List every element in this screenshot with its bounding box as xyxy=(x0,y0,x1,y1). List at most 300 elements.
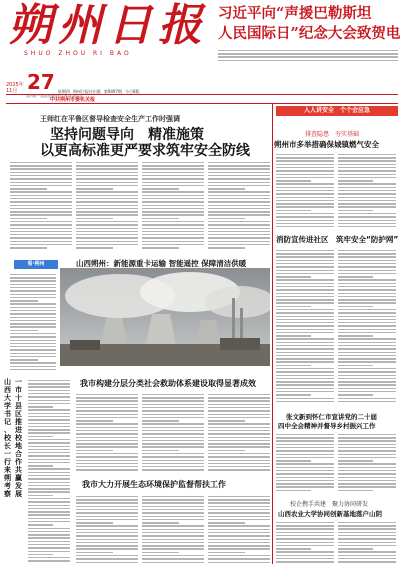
text-line xyxy=(276,368,334,369)
text-line xyxy=(142,499,204,500)
text-line xyxy=(338,203,396,204)
text-line xyxy=(10,320,56,321)
right-body-4a xyxy=(276,520,334,566)
text-line xyxy=(338,388,396,389)
text-line xyxy=(10,326,56,327)
text-line xyxy=(142,234,204,235)
text-line xyxy=(276,522,334,523)
text-line xyxy=(28,452,70,453)
text-line xyxy=(142,453,204,454)
text-line xyxy=(338,555,396,556)
left-bottom-body xyxy=(28,378,70,564)
text-line xyxy=(338,250,396,251)
text-line xyxy=(276,454,334,455)
text-line xyxy=(338,345,396,346)
text-line xyxy=(142,446,204,447)
text-line xyxy=(276,164,334,165)
text-line xyxy=(208,224,270,225)
text-line xyxy=(338,276,373,277)
text-line xyxy=(142,404,204,405)
text-line xyxy=(276,483,334,484)
photo-caption-text xyxy=(10,272,56,372)
text-line xyxy=(276,293,334,294)
text-line xyxy=(338,371,396,372)
text-line xyxy=(76,404,138,405)
text-line xyxy=(208,182,270,183)
text-line xyxy=(10,317,56,318)
text-line xyxy=(208,198,270,199)
text-line xyxy=(208,446,270,447)
text-line xyxy=(338,167,396,168)
text-line xyxy=(208,555,270,556)
text-line xyxy=(10,172,72,173)
text-line xyxy=(76,562,138,563)
text-line xyxy=(76,394,138,395)
text-line xyxy=(76,420,113,421)
text-line xyxy=(276,470,334,471)
text-line xyxy=(28,409,70,410)
text-line xyxy=(338,187,396,188)
text-line xyxy=(28,429,70,430)
text-line xyxy=(142,512,204,513)
text-line xyxy=(76,182,138,183)
text-line xyxy=(142,205,204,206)
text-line xyxy=(28,386,70,387)
text-line xyxy=(338,279,396,280)
text-line xyxy=(10,362,56,363)
right-headline-1[interactable]: 朔州市多举措确保城镇燃气安全 xyxy=(274,140,379,149)
text-line xyxy=(10,237,72,238)
text-line xyxy=(142,168,204,169)
text-line xyxy=(28,514,70,515)
text-line xyxy=(208,499,270,500)
text-line xyxy=(276,542,334,543)
text-line xyxy=(76,512,138,513)
text-line xyxy=(208,423,270,424)
text-line xyxy=(142,506,204,507)
text-line xyxy=(276,463,334,464)
text-line xyxy=(142,456,204,457)
text-line xyxy=(276,398,334,399)
text-line xyxy=(208,417,270,418)
text-line xyxy=(338,220,396,221)
text-line xyxy=(276,167,334,168)
text-line xyxy=(142,522,179,523)
text-line xyxy=(142,214,204,215)
text-line xyxy=(338,312,396,313)
text-line xyxy=(10,284,56,285)
text-line xyxy=(208,427,270,428)
header-headline-line2: 人民国际日”纪念大会致贺电 xyxy=(218,25,401,42)
text-line xyxy=(28,403,70,404)
text-line xyxy=(338,190,396,191)
middle-headline-1[interactable]: 我市构建分层分类社会救助体系建设取得显著成效 xyxy=(80,379,256,388)
text-line xyxy=(142,201,204,202)
text-line xyxy=(338,332,396,333)
text-line xyxy=(338,293,396,294)
text-line xyxy=(28,551,70,552)
text-line xyxy=(28,449,70,450)
text-line xyxy=(28,511,70,512)
text-line xyxy=(338,180,373,181)
text-line xyxy=(338,398,396,399)
text-line xyxy=(208,525,270,526)
text-line xyxy=(76,218,113,219)
text-line xyxy=(28,472,70,473)
text-line xyxy=(208,502,270,503)
text-line xyxy=(142,221,204,222)
text-line xyxy=(276,561,334,562)
text-line xyxy=(338,532,396,533)
text-line xyxy=(28,446,70,447)
right-headline-3b[interactable]: 四中全会精神并督导乡村振兴工作 xyxy=(278,422,376,430)
text-line xyxy=(76,414,138,415)
text-line xyxy=(276,450,334,451)
text-line xyxy=(76,437,138,438)
text-line xyxy=(338,338,396,339)
text-line xyxy=(76,427,138,428)
text-line xyxy=(208,529,270,530)
text-line xyxy=(338,561,396,562)
text-line xyxy=(10,359,38,360)
text-line xyxy=(142,545,204,546)
text-line xyxy=(76,407,138,408)
text-line xyxy=(10,201,72,202)
text-line xyxy=(208,201,270,202)
right-headline-2[interactable]: 消防宣传进社区 筑牢安全“防护网” xyxy=(276,235,399,244)
text-line xyxy=(208,440,270,441)
text-line xyxy=(76,191,138,192)
text-line xyxy=(76,423,138,424)
text-line xyxy=(10,195,72,196)
text-line xyxy=(142,208,204,209)
text-line xyxy=(208,506,270,507)
text-line xyxy=(338,193,396,194)
text-line xyxy=(76,224,138,225)
text-line xyxy=(142,231,204,232)
text-line xyxy=(10,191,72,192)
text-line xyxy=(276,361,334,362)
text-line xyxy=(76,509,138,510)
text-line xyxy=(276,329,334,330)
text-line xyxy=(276,319,334,320)
text-line xyxy=(10,343,56,344)
text-line xyxy=(208,414,270,415)
text-line xyxy=(76,443,138,444)
text-line xyxy=(28,423,70,424)
text-line xyxy=(76,532,138,533)
text-line xyxy=(208,191,270,192)
text-line xyxy=(338,283,396,284)
middle-headline-2[interactable]: 我市大力开展生态环境保护监督帮扶工作 xyxy=(82,480,226,489)
text-line xyxy=(208,453,270,454)
text-line xyxy=(142,443,204,444)
text-line xyxy=(76,208,138,209)
text-line xyxy=(28,521,70,522)
text-line xyxy=(10,297,56,298)
text-line xyxy=(76,456,138,457)
text-line xyxy=(28,491,70,492)
text-line xyxy=(142,502,204,503)
text-line xyxy=(142,407,204,408)
text-line xyxy=(208,437,270,438)
text-line xyxy=(28,531,70,532)
text-line xyxy=(76,400,138,401)
text-line xyxy=(28,383,70,384)
text-line xyxy=(338,348,396,349)
text-line xyxy=(338,368,396,369)
text-line xyxy=(276,226,334,227)
column-divider xyxy=(272,104,273,564)
text-line xyxy=(28,485,70,486)
text-line xyxy=(10,247,47,248)
text-line xyxy=(338,183,396,184)
text-line xyxy=(142,400,204,401)
text-line xyxy=(276,365,311,366)
text-line xyxy=(338,490,373,491)
text-line xyxy=(276,490,311,491)
text-line xyxy=(338,154,396,155)
text-line xyxy=(338,470,396,471)
right-headline-4[interactable]: 山西农业大学协同创新基地落户山阴 xyxy=(278,510,382,518)
text-line xyxy=(338,538,396,539)
photo-headline[interactable]: 山西朔州：新能源重卡运输 智能遥控 保障清洁供暖 xyxy=(76,259,247,268)
text-line xyxy=(142,188,179,189)
text-line xyxy=(208,463,270,464)
text-line xyxy=(10,330,38,331)
text-line xyxy=(76,539,138,540)
lead-headline-1[interactable]: 坚持问题导向 精准施策 xyxy=(50,127,204,143)
text-line xyxy=(276,391,334,392)
text-line xyxy=(276,342,334,343)
text-line xyxy=(10,310,56,311)
text-line xyxy=(276,352,334,353)
text-line xyxy=(338,352,396,353)
party-bar xyxy=(6,94,398,104)
text-line xyxy=(142,165,204,166)
middle-body-2a xyxy=(76,494,138,564)
text-line xyxy=(10,198,72,199)
text-line xyxy=(76,555,138,556)
text-line xyxy=(76,519,138,520)
header-lead-text xyxy=(218,48,398,64)
text-line xyxy=(338,440,396,441)
text-line xyxy=(338,394,373,395)
text-line xyxy=(208,397,270,398)
right-body-3a xyxy=(276,432,334,492)
text-line xyxy=(142,182,204,183)
text-line xyxy=(28,557,70,558)
text-line xyxy=(76,162,138,163)
text-line xyxy=(208,545,270,546)
text-line xyxy=(10,336,56,337)
text-line xyxy=(276,266,334,267)
right-body-2b xyxy=(338,248,396,404)
text-line xyxy=(276,401,334,402)
text-line xyxy=(10,356,56,357)
text-line xyxy=(10,277,56,278)
vertical-headline-1[interactable]: 山 西 大 学 书 记 、 校 长 一 行 来 朔 考 察 xyxy=(4,378,11,498)
text-line xyxy=(338,551,396,552)
masthead-pinyin: SHUO ZHOU RI BAO xyxy=(24,50,132,57)
text-line xyxy=(338,174,396,175)
text-line xyxy=(208,241,270,242)
text-line xyxy=(142,191,204,192)
text-line xyxy=(28,432,70,433)
text-line xyxy=(76,231,138,232)
text-line xyxy=(208,400,270,401)
issue-cn: 国内统一连续出版物号 CN14-0013 xyxy=(26,94,82,98)
text-line xyxy=(142,162,204,163)
right-column-banner: 人人讲安全 个个会应急 xyxy=(276,106,398,116)
text-line xyxy=(76,453,138,454)
issue-year-month: 2025年 11月 xyxy=(6,82,24,94)
text-line xyxy=(338,296,396,297)
text-line xyxy=(276,270,334,271)
text-line xyxy=(276,322,334,323)
text-line xyxy=(276,545,334,546)
text-line xyxy=(276,216,334,217)
middle-body-2b xyxy=(142,494,204,564)
text-line xyxy=(338,200,396,201)
text-line xyxy=(338,309,396,310)
text-line xyxy=(76,433,138,434)
text-line xyxy=(276,528,334,529)
text-line xyxy=(208,165,270,166)
text-line xyxy=(76,247,113,248)
text-line xyxy=(338,361,396,362)
text-line xyxy=(276,394,311,395)
text-line xyxy=(276,384,334,385)
text-line xyxy=(142,525,204,526)
text-line xyxy=(276,174,334,175)
text-line xyxy=(142,529,204,530)
text-line xyxy=(76,529,138,530)
text-line xyxy=(276,348,334,349)
text-line xyxy=(10,165,72,166)
text-line xyxy=(28,498,70,499)
text-line xyxy=(276,260,334,261)
text-line xyxy=(10,244,72,245)
text-line xyxy=(208,420,245,421)
text-line xyxy=(10,369,56,370)
text-line xyxy=(208,244,270,245)
header-headline[interactable] xyxy=(218,4,401,44)
text-line xyxy=(142,427,204,428)
text-line xyxy=(10,168,72,169)
right-body-2a xyxy=(276,248,334,404)
text-line xyxy=(276,558,334,559)
text-line xyxy=(338,477,396,478)
text-line xyxy=(276,388,334,389)
vertical-headline-2[interactable]: 一 市 十 县 区 推 进 校 地 合 作 共 赢 发 展 xyxy=(15,378,22,498)
text-line xyxy=(142,440,204,441)
text-line xyxy=(338,273,396,274)
text-line xyxy=(28,390,70,391)
text-line xyxy=(208,562,270,563)
text-line xyxy=(76,502,138,503)
text-line xyxy=(142,437,204,438)
text-line xyxy=(208,466,270,467)
text-line xyxy=(208,443,270,444)
text-line xyxy=(10,185,72,186)
text-line xyxy=(76,552,113,553)
text-line xyxy=(338,253,396,254)
text-line xyxy=(28,475,70,476)
text-line xyxy=(208,509,270,510)
text-line xyxy=(142,509,204,510)
text-line xyxy=(338,450,396,451)
text-line xyxy=(208,407,270,408)
text-line xyxy=(338,170,396,171)
lead-headline-2[interactable]: 以更高标准更严要求筑牢安全防线 xyxy=(40,143,250,159)
power-plant-photo[interactable] xyxy=(60,268,270,366)
right-body-1b xyxy=(338,152,396,228)
text-line xyxy=(142,175,204,176)
text-line xyxy=(76,516,138,517)
right-body-1a xyxy=(276,152,334,228)
text-line xyxy=(10,234,72,235)
text-line xyxy=(10,221,72,222)
lead-body-col-4 xyxy=(208,160,270,252)
right-kicker-1: 排查隐患 夯实基础 xyxy=(305,131,360,138)
text-line xyxy=(76,195,138,196)
text-line xyxy=(10,218,47,219)
right-headline-3a[interactable]: 张文新到怀仁市宣讲党的二十届 xyxy=(286,413,377,421)
text-line xyxy=(218,53,398,54)
text-line xyxy=(338,444,396,445)
text-line xyxy=(338,329,396,330)
text-line xyxy=(28,482,70,483)
text-line xyxy=(76,172,138,173)
text-line xyxy=(338,473,396,474)
text-line xyxy=(276,355,334,356)
text-line xyxy=(276,316,334,317)
text-line xyxy=(276,250,334,251)
text-line xyxy=(28,534,70,535)
text-line xyxy=(10,366,56,367)
text-line xyxy=(208,211,270,212)
text-line xyxy=(10,188,47,189)
text-line xyxy=(276,306,311,307)
text-line xyxy=(208,237,270,238)
text-line xyxy=(76,463,138,464)
text-line xyxy=(76,211,138,212)
text-line xyxy=(76,165,138,166)
text-line xyxy=(10,333,56,334)
text-line xyxy=(218,50,398,51)
text-line xyxy=(28,406,53,407)
text-line xyxy=(208,552,245,553)
text-line xyxy=(142,241,204,242)
text-line xyxy=(208,542,270,543)
text-line xyxy=(10,290,56,291)
text-line xyxy=(338,263,396,264)
text-line xyxy=(276,263,334,264)
text-line xyxy=(142,244,204,245)
text-line xyxy=(276,177,334,178)
text-line xyxy=(338,260,396,261)
text-line xyxy=(276,444,334,445)
text-line xyxy=(28,436,53,437)
text-line xyxy=(276,551,334,552)
text-line xyxy=(276,197,334,198)
text-line xyxy=(142,558,204,559)
text-line xyxy=(142,542,204,543)
text-line xyxy=(142,433,204,434)
text-line xyxy=(28,455,70,456)
text-line xyxy=(276,286,334,287)
